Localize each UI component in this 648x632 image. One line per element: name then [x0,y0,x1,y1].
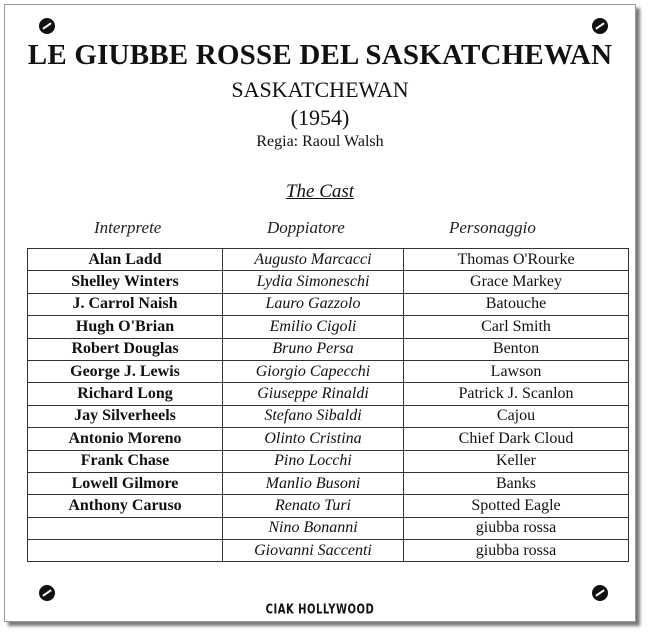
table-row [28,316,629,338]
column-header-dubber: Doppiatore [267,218,345,237]
actor-cell: Richard Long [28,383,223,405]
screw-icon [592,585,608,601]
screw-icon [39,18,55,34]
character-cell: Carl Smith [404,316,629,338]
character-cell: Chief Dark Cloud [404,428,629,450]
character-cell: giubba rossa [404,517,629,539]
table-row [28,293,629,315]
table-row [28,360,629,382]
dubber-cell: Giorgio Capecchi [223,360,404,382]
table-row [28,249,629,271]
actor-cell: Hugh O'Brian [28,316,223,338]
dubber-cell: Bruno Persa [223,338,404,360]
screw-icon [39,585,55,601]
dubber-cell: Manlio Busoni [223,472,404,494]
actor-cell: Jay Silverheels [28,405,223,427]
italian-title: LE GIUBBE ROSSE DEL SASKATCHEWAN [27,39,613,71]
table-row [28,338,629,360]
release-year: (1954) [290,105,350,130]
dubber-cell: Giovanni Saccenti [223,540,404,562]
character-cell: Spotted Eagle [404,495,629,517]
actor-cell: J. Carrol Naish [28,293,223,315]
dubber-cell: Augusto Marcacci [223,249,404,271]
character-cell: Patrick J. Scanlon [404,383,629,405]
table-row [28,383,629,405]
column-header-actor: Interprete [94,218,162,237]
actor-cell: George J. Lewis [28,360,223,382]
actor-cell: Shelley Winters [28,271,223,293]
table-row [28,495,629,517]
cast-table-body [28,249,629,562]
actor-cell: Robert Douglas [28,338,223,360]
actor-cell [28,540,223,562]
character-cell: Grace Markey [404,271,629,293]
table-row [28,428,629,450]
director-credit: Regia: Raoul Walsh [256,133,384,150]
table-row [28,517,629,539]
character-cell: Batouche [404,293,629,315]
dubber-cell: Emilio Cigoli [223,316,404,338]
dubber-cell: Giuseppe Rinaldi [223,383,404,405]
character-cell: Lawson [404,360,629,382]
screw-icon [592,18,608,34]
cast-heading: The Cast [285,181,355,202]
table-row [28,271,629,293]
cast-table [27,248,629,562]
dubber-cell: Pino Locchi [223,450,404,472]
actor-cell: Antonio Moreno [28,428,223,450]
actor-cell: Frank Chase [28,450,223,472]
ciak-hollywood-logo: CIAK HOLLYWOOD [265,603,375,618]
dubber-cell: Stefano Sibaldi [223,405,404,427]
actor-cell: Alan Ladd [28,249,223,271]
original-title: SASKATCHEWAN [231,77,409,102]
character-cell: Benton [404,338,629,360]
character-cell: giubba rossa [404,540,629,562]
table-row [28,472,629,494]
table-row [28,450,629,472]
dubber-cell: Lauro Gazzolo [223,293,404,315]
character-cell: Cajou [404,405,629,427]
dubber-cell: Renato Turi [223,495,404,517]
character-cell: Thomas O'Rourke [404,249,629,271]
character-cell: Keller [404,450,629,472]
character-cell: Banks [404,472,629,494]
dubber-cell: Olinto Cristina [223,428,404,450]
actor-cell: Anthony Caruso [28,495,223,517]
dubber-cell: Nino Bonanni [223,517,404,539]
actor-cell: Lowell Gilmore [28,472,223,494]
actor-cell [28,517,223,539]
dubber-cell: Lydia Simoneschi [223,271,404,293]
table-row [28,405,629,427]
column-header-character: Personaggio [449,218,536,237]
plaque [4,4,636,622]
table-row [28,540,629,562]
